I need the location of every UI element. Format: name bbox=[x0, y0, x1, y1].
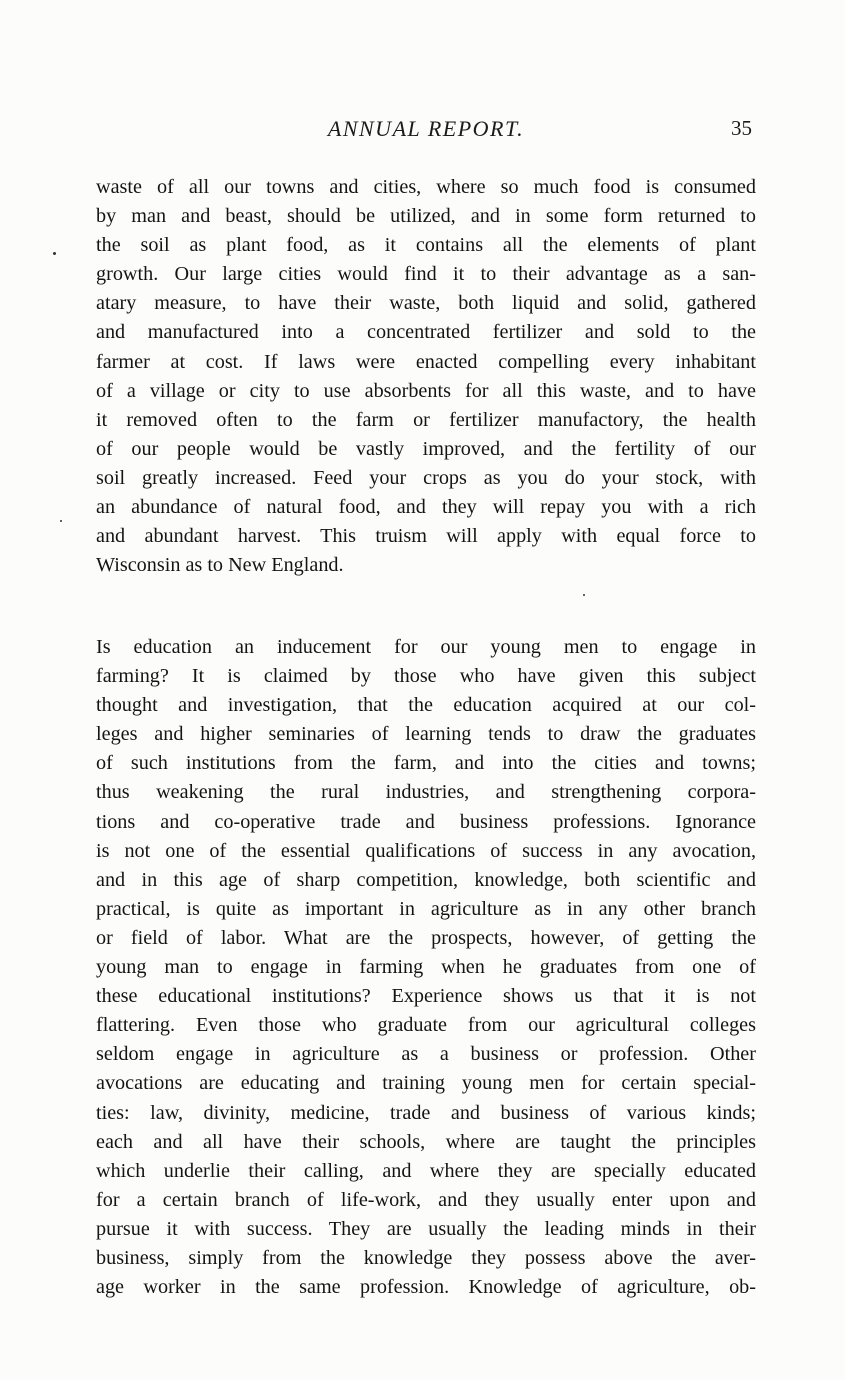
text-line: of our people would be vastly improved, and the fertility of our bbox=[96, 437, 756, 460]
text-line: which underlie their calling, and where they are specially educated bbox=[96, 1159, 756, 1182]
text-line: thus weakening the rural industries, and strengthening corpora- bbox=[96, 781, 756, 804]
text-line: seldom engage in agriculture as a business or profession. Other bbox=[96, 1043, 756, 1066]
text-line: age worker in the same profession. Knowledge of agriculture, ob- bbox=[96, 1276, 756, 1299]
text-line: of such institutions from the farm, and into the cities and towns; bbox=[96, 752, 756, 775]
text-line: is not one of the essential qualifications of success in any avocation, bbox=[96, 839, 756, 862]
text-line: and manufactured into a concentrated fertilizer and sold to the bbox=[96, 321, 756, 344]
text-line: an abundance of natural food, and they will repay you with a rich bbox=[96, 496, 756, 519]
text-line: avocations are educating and training young men for certain special- bbox=[96, 1072, 756, 1095]
text-line: atary measure, to have their waste, both liquid and solid, gathered bbox=[96, 292, 756, 315]
text-line: leges and higher seminaries of learning tends to draw the graduates bbox=[96, 723, 756, 746]
text-line: the soil as plant food, as it contains all the elements of plant bbox=[96, 234, 756, 257]
text-line: and in this age of sharp competition, knowledge, both scientific and bbox=[96, 868, 756, 891]
text-line: business, simply from the knowledge they possess above the aver- bbox=[96, 1246, 756, 1269]
page-number: 35 bbox=[731, 116, 752, 140]
text-line: Wisconsin as to New England. bbox=[96, 554, 344, 577]
paragraph-2 bbox=[96, 633, 756, 1302]
text-line: tions and co-operative trade and business professions. Ignorance bbox=[96, 810, 756, 833]
running-head bbox=[96, 116, 756, 144]
text-line: soil greatly increased. Feed your crops as you do your stock, with bbox=[96, 466, 756, 489]
text-line: flattering. Even those who graduate from our agricultural colleges bbox=[96, 1014, 756, 1037]
text-line: or field of labor. What are the prospects, however, of getting the bbox=[96, 926, 756, 949]
text-line: for a certain branch of life-work, and they usually enter upon and bbox=[96, 1188, 756, 1211]
text-line: waste of all our towns and cities, where so much food is consumed bbox=[96, 176, 756, 198]
text-line: young man to engage in farming when he graduates from one of bbox=[96, 956, 756, 979]
running-title: ANNUAL REPORT. bbox=[327, 116, 525, 141]
ink-speck bbox=[60, 520, 62, 522]
text-line: farmer at cost. If laws were enacted compelling every inhabitant bbox=[96, 350, 756, 373]
text-line: of a village or city to use absorbents for all this waste, and to have bbox=[96, 379, 756, 402]
text-line: by man and beast, should be utilized, and in some form returned to bbox=[96, 205, 756, 228]
text-line: farming? It is claimed by those who have given this subject bbox=[96, 665, 756, 688]
text-line: and abundant harvest. This truism will apply with equal force to bbox=[96, 525, 756, 548]
ink-speck bbox=[583, 594, 585, 596]
text-line: growth. Our large cities would find it to their advantage as a san- bbox=[96, 263, 756, 286]
text-line: these educational institutions? Experience shows us that it is not bbox=[96, 985, 756, 1008]
text-line: thought and investigation, that the education acquired at our col- bbox=[96, 694, 756, 717]
text-line: ties: law, divinity, medicine, trade and business of various kinds; bbox=[96, 1101, 756, 1124]
text-line: each and all have their schools, where are taught the principles bbox=[96, 1130, 756, 1153]
paragraph-1 bbox=[96, 173, 756, 580]
ink-speck bbox=[53, 252, 56, 255]
text-line: it removed often to the farm or fertilizer manufactory, the health bbox=[96, 408, 756, 431]
text-line: practical, is quite as important in agriculture as in any other branch bbox=[96, 897, 756, 920]
text-line: Is education an inducement for our young men to engage in bbox=[96, 636, 756, 658]
text-line: pursue it with success. They are usually the leading minds in their bbox=[96, 1217, 756, 1240]
